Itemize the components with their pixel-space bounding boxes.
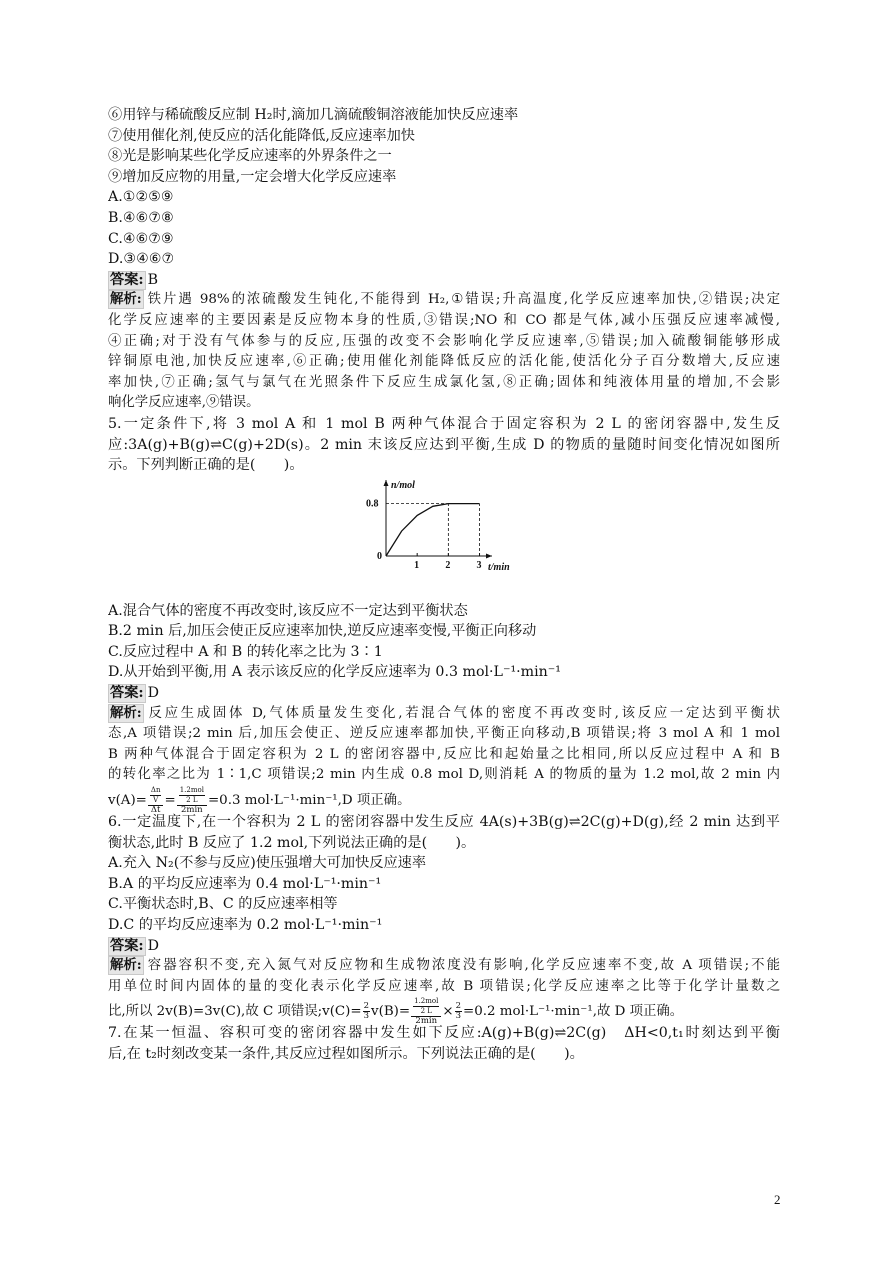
option-a: A.混合气体的密度不再改变时,该反应不一定达到平衡状态: [108, 602, 468, 619]
analysis-line: 的转化率之比为 1∶1,C 项错误;2 min 内生成 0.8 mol D,则消耗 A 的物质的量为 1.2 mol,故 2 min 内: [108, 767, 780, 783]
analysis-line: ④正确;对于没有气体参与的反应,压强的改变不会影响化学反应速率,⑤错误;加入硫酸铜能够形成: [108, 333, 780, 349]
option-b: B.④⑥⑦⑧: [108, 209, 174, 226]
fraction: $\frac{2}{3}$: [455, 1001, 462, 1022]
analysis-label: 解析:: [110, 291, 142, 308]
answer-label: 答案:: [110, 937, 144, 954]
document-page: [108, 105, 780, 1065]
y-tick-label: 0.8: [366, 498, 379, 510]
analysis-line: 解析: 铁片遇 98%的浓硫酸发生钝化,不能得到 H₂,①错误;升高温度,化学反应速率加快,②错误;决定: [110, 291, 780, 308]
answer-row: [108, 270, 780, 291]
question-6-stem: 衡状态,此时 B 反应了 1.2 mol,下列说法正确的是( )。: [108, 834, 476, 851]
y-axis-label: n/mol: [391, 479, 415, 491]
series-line: [386, 503, 480, 555]
fraction: $\frac{2}{3}$: [363, 1001, 370, 1022]
statement-7: ⑦使用催化剂,使反应的活化能降低,反应速率加快: [108, 127, 415, 144]
d-amount-chart: [108, 476, 780, 601]
option-c: C.反应过程中 A 和 B 的转化率之比为 3∶1: [108, 643, 383, 660]
question-6-stem: 6.一定温度下,在一个容积为 2 L 的密闭容器中发生反应 4A(s)+3B(g)⇌2C(g)+D(g),经 2 min 达到平: [108, 814, 780, 831]
analysis-label: 解析:: [110, 957, 142, 974]
statement-9: ⑨增加反应物的用量,一定会增大化学反应速率: [108, 168, 397, 185]
answer-row: [108, 936, 780, 957]
fraction: $\frac{\frac{\text{1.2mol}}{2 L}}{2\min}$: [411, 997, 441, 1023]
analysis-block: [108, 704, 780, 812]
statement-6: ⑥用锌与稀硫酸反应制 H₂时,滴加几滴硫酸铜溶液能加快反应速率: [108, 107, 519, 123]
y-axis-arrow: [384, 480, 389, 486]
option-a: A.充入 N₂(不参与反应)使压强增大可加快反应速率: [108, 855, 427, 872]
page-number: 2: [774, 1192, 781, 1207]
answer-value: B: [147, 271, 159, 288]
option-c: C.平衡状态时,B、C 的反应速率相等: [108, 896, 338, 913]
origin-label: 0: [377, 550, 382, 562]
x-tick-label: 1: [414, 559, 420, 571]
analysis-line: 解析: 容器容积不变,充入氮气对反应物和生成物浓度没有影响,化学反应速率不变,故 A 项错误;不能: [110, 957, 780, 974]
question-5-stem: 应:3A(g)+B(g)⇌C(g)+2D(s)。2 min 末该反应达到平衡,生成 D 的物质的量随时间变化情况如图所: [108, 436, 780, 453]
answer-label: 答案:: [110, 271, 144, 288]
analysis-line: 率加快,⑦正确;氢气与氯气在光照条件下反应生成氯化氢,⑧正确;固体和纯液体用量的增加,不会影: [108, 374, 780, 390]
x-tick-label: 3: [476, 559, 482, 571]
analysis-line: 锌铜原电池,加快反应速率,⑥正确;使用催化剂能降低反应的活化能,使活化分子百分数增大,反应速: [108, 354, 780, 370]
option-d: D.从开始到平衡,用 A 表示该反应的化学反应速率为 0.3 mol·L⁻¹·min⁻¹: [108, 664, 561, 681]
option-d: D.C 的平均反应速率为 0.2 mol·L⁻¹·min⁻¹: [108, 917, 383, 933]
analysis-label: 解析:: [110, 704, 142, 721]
rate-formula: 比,所以 2v(B)=3v(C),故 C 项错误;v(C)= $\frac{2}{3}$ v(B)= $\frac{\frac{\text{1.2mol}}{2 L}}{2\min}$ × $\frac{2}{3}$ =0.2 mol·L⁻¹·min⁻¹,故 D 项正确。: [108, 997, 780, 1023]
answer-label: 答案:: [110, 685, 144, 702]
analysis-block: [108, 290, 780, 414]
answer-row: [108, 683, 780, 704]
analysis-line: 解析: 反应生成固体 D,气体质量发生变化,若混合气体的密度不再改变时,该反应一定达到平衡状: [110, 704, 780, 721]
option-d: D.③④⑥⑦: [108, 251, 175, 268]
option-b: B.2 min 后,加压会使正反应速率加快,逆反应速率变慢,平衡正向移动: [108, 623, 537, 640]
rate-formula: v(A)= $\frac{\frac{\Delta n}{V}}{\Delta t}$ = $\frac{\frac{\text{1.2mol}}{2 L}}{2\min}$ =0.3 mol·L⁻¹·min⁻¹,D 项正确。: [108, 786, 780, 812]
question-5-stem: 5.一定条件下,将 3 mol A 和 1 mol B 两种气体混合于固定容积为 2 L 的密闭容器中,发生反: [108, 415, 780, 432]
analysis-block: [108, 956, 780, 1023]
answer-value: D: [147, 685, 159, 702]
fraction: $\frac{\frac{\text{1.2mol}}{2 L}}{2\min}$: [177, 786, 207, 812]
x-axis-label: t/min: [488, 561, 510, 573]
answer-value: D: [147, 937, 159, 954]
analysis-line: B 两种气体混合于固定容积为 2 L 的密闭容器中,反应比和起始量之比相同,所以反应过程中 A 和 B: [108, 746, 780, 762]
question-7-stem: 7.在某一恒温、容积可变的密闭容器中发生如下反应:A(g)+B(g)⇌2C(g) ΔH<0,t₁时刻达到平衡: [108, 1025, 780, 1042]
question-7-stem: 后,在 t₂时刻改变某一条件,其反应过程如图所示。下列说法正确的是( )。: [108, 1045, 584, 1062]
analysis-line: 响化学反应速率,⑨错误。: [108, 395, 260, 411]
x-tick-label: 2: [445, 559, 451, 571]
option-c: C.④⑥⑦⑨: [108, 230, 174, 247]
option-a: A.①②⑤⑨: [108, 189, 174, 206]
option-b: B.A 的平均反应速率为 0.4 mol·L⁻¹·min⁻¹: [108, 875, 382, 892]
x-axis-arrow: [486, 553, 492, 558]
statement-8: ⑧光是影响某些化学反应速率的外界条件之一: [108, 148, 392, 165]
chart-svg: [354, 476, 534, 598]
question-5-stem: 示。下列判断正确的是( )。: [108, 457, 304, 474]
analysis-line: 用单位时间内固体的量的变化表示化学反应速率,故 B 项错误;化学反应速率之比等于化学计量数之: [108, 978, 780, 994]
analysis-line: 化学反应速率的主要因素是反应物本身的性质,③错误;NO 和 CO 都是气体,减小压强反应速率减慢,: [108, 312, 780, 328]
fraction: $\frac{\frac{\Delta n}{V}}{\Delta t}$: [148, 786, 164, 812]
analysis-line: 态,A 项错误;2 min 后,加压会使正、逆反应速率都加快,平衡正向移动,B 项错误;将 3 mol A 和 1 mol: [108, 726, 780, 742]
